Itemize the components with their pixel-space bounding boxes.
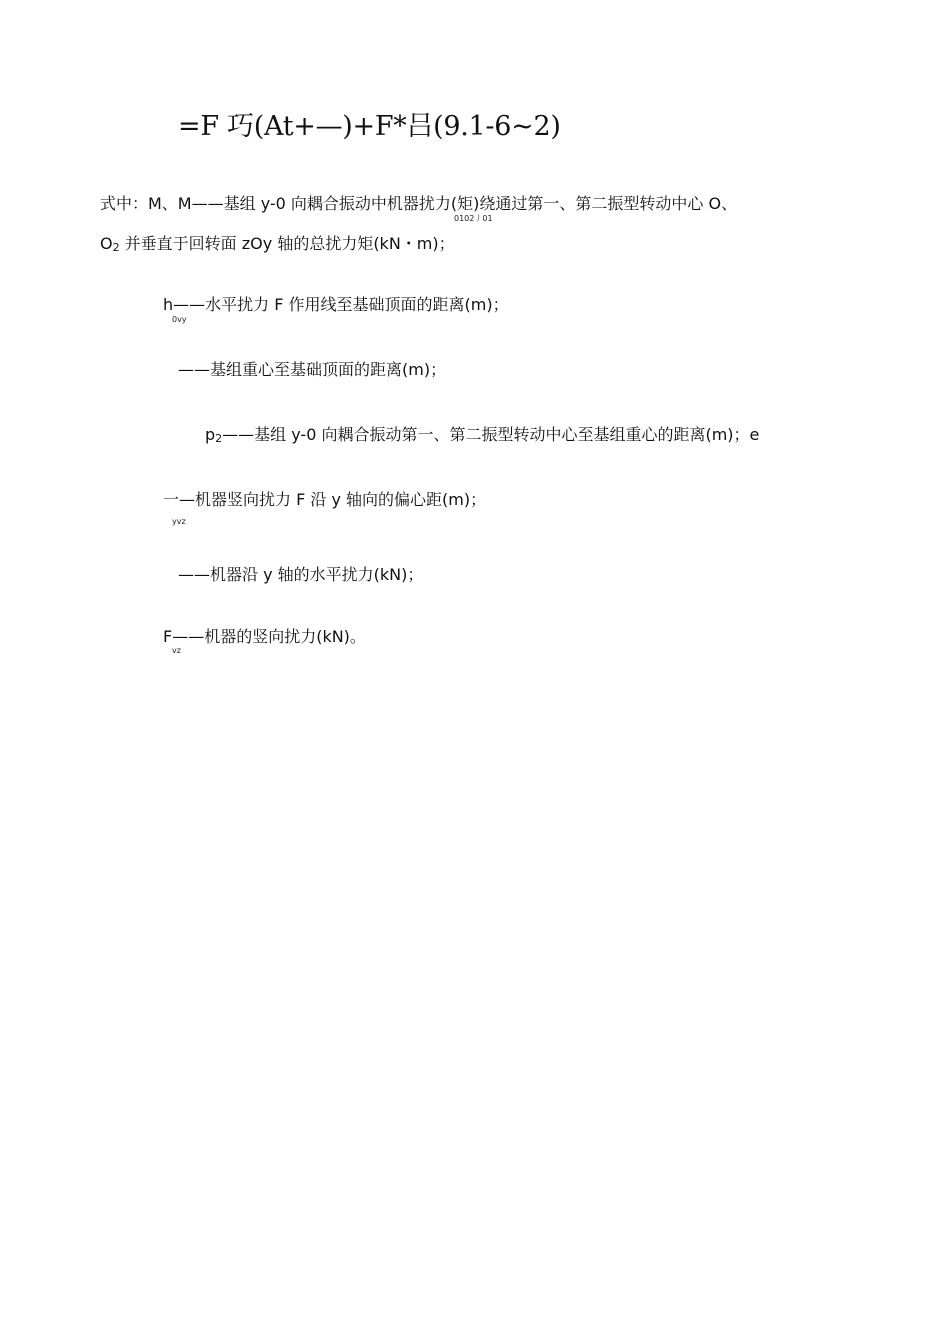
definition-line-5-text: ——基组 y-0 向耦合振动第一、第二振型转动中心至基组重心的距离(m)；e bbox=[222, 425, 760, 444]
definition-line-3-subscripts: 0vy bbox=[172, 315, 187, 324]
definition-line-4: ——基组重心至基础顶面的距离(m)； bbox=[178, 360, 447, 379]
definition-line-8-subscripts: vz bbox=[172, 646, 181, 655]
o-subscript: 2 bbox=[112, 241, 120, 254]
definition-line-8: F——机器的竖向扰力(kN)。 bbox=[163, 627, 366, 646]
definition-line-1: 式中：M、M——基组 y-0 向耦合振动中机器扰力(矩)绕通过第一、第二振型转动中心 O、 bbox=[100, 194, 738, 213]
definition-line-2 bbox=[100, 234, 455, 258]
definition-line-6-subscripts: yvz bbox=[172, 517, 186, 526]
definition-line-3: h——水平扰力 F 作用线至基础顶面的距离(m)； bbox=[163, 295, 509, 314]
definition-line-2-text: 并垂直于回转面 zOy 轴的总扰力矩(kN・m)； bbox=[119, 234, 455, 253]
p-subscript: 2 bbox=[215, 432, 223, 445]
o-symbol: O bbox=[100, 234, 113, 253]
definition-line-6: 一—机器竖向扰力 F 沿 y 轴向的偏心距(m)； bbox=[163, 490, 487, 509]
definition-line-1-subscripts: 0102丿01 bbox=[454, 214, 493, 223]
definition-line-5 bbox=[205, 425, 759, 449]
p-symbol: p bbox=[205, 425, 216, 444]
definition-line-7: ——机器沿 y 轴的水平扰力(kN)； bbox=[178, 565, 424, 584]
formula: =F 巧(At+—)+F*吕(9.1-6~2) bbox=[178, 111, 561, 142]
